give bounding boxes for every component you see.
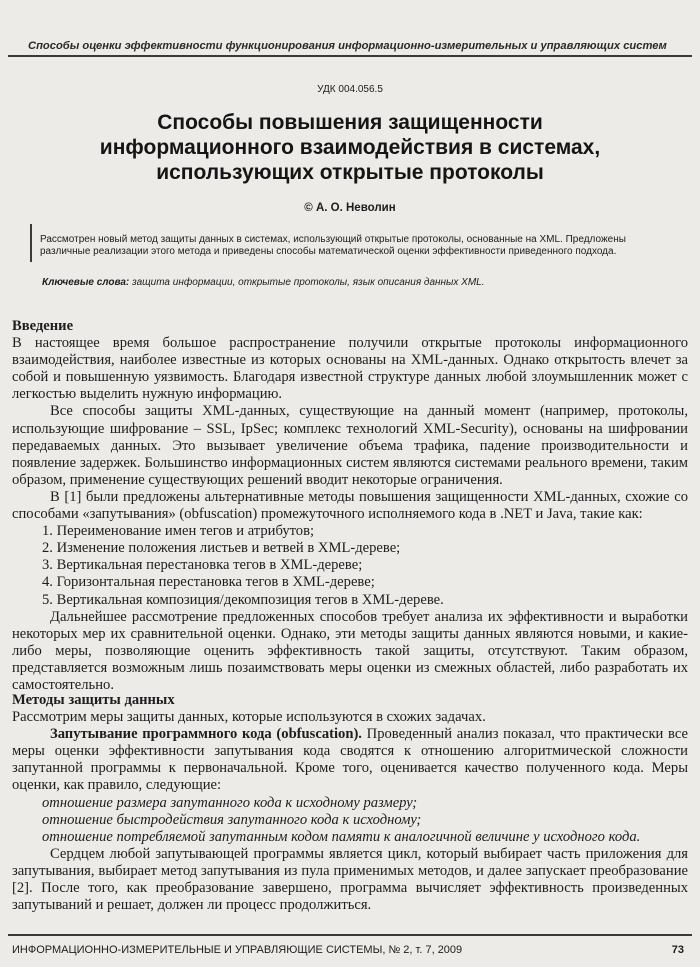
methods-heading: Методы защиты данных	[12, 692, 175, 708]
methods-paragraph-3: Сердцем любой запутывающей программы является цикл, который выбирает часть приложения для запутывания, выбирает метод запутывания из пула применимых методов, и далее запускает преобразование [2]. После того, как преобразование завершено, программа вычисляет эффективность произведенных запутываний и решает, должен ли процесс продолжиться.	[12, 845, 688, 914]
author-line: © А. О. Неволин	[304, 202, 396, 214]
abstract: Рассмотрен новый метод защиты данных в системах, использующий открытые протоколы, основанные на XML. Предложены различные реализации этого метода и приведены способы математической оценки эффективности приведенного подхода.	[30, 224, 644, 262]
metrics-list	[12, 795, 688, 846]
intro-paragraph-4: Дальнейшее рассмотрение предложенных способов требует анализа их эффективности и выработки некоторых мер их сравнительной оценки. Однако, эти методы защиты данных являются новыми, и какие-либо меры, позволяющие оценить эффективность такой защиты, отсутствуют. Таким образом, представляется возможным лишь позаимствовать меры оценки из смежных областей, либо разработать их самостоятельно.	[12, 608, 688, 693]
obfuscation-term: Запутывание программного кода (obfuscation).	[50, 726, 362, 743]
list-item: 3. Вертикальная перестановка тегов в XML-дереве;	[42, 557, 363, 574]
list-item: 5. Вертикальная композиция/декомпозиция тегов в XML-дереве.	[42, 591, 444, 608]
section-methods	[12, 692, 688, 914]
list-item: 4. Горизонтальная перестановка тегов в XML-дереве;	[42, 574, 375, 591]
journal-name: ИНФОРМАЦИОННО-ИЗМЕРИТЕЛЬНЫЕ И УПРАВЛЯЮЩИЕ СИСТЕМЫ, № 2, т. 7, 2009	[12, 944, 463, 956]
keywords-text: защита информации, открытые протоколы, язык описания данных XML.	[132, 277, 485, 288]
intro-paragraph-3: В [1] были предложены альтернативные методы повышения защищенности XML-данных, схожие со способами «запутывания» (obfuscation) промежуточного исполняемого кода в .NET и Java, такие как:	[12, 488, 688, 523]
intro-paragraph-1: В настоящее время большое распространение получили открытые протоколы информационного взаимодействия, наиболее известные из которых основаны на XML-данных. Однако открытость влечет за собой и повышенную уязвимость. Благодаря известной структуре данных любой злоумышленник может с легкостью выделить нужную информацию.	[12, 335, 688, 403]
udc-code: УДК 004.056.5	[317, 84, 383, 95]
page-footer	[8, 934, 692, 956]
methods-paragraph-1: Рассмотрим меры защиты данных, которые используются в схожих задачах.	[12, 709, 486, 726]
section-introduction	[12, 318, 688, 694]
intro-paragraph-2: Все способы защиты XML-данных, существующие на данный момент (например, протоколы, использующие шифрование – SSL, IpSec; комплекс технологий XML-Security), основаны на шифровании передаваемых данных. Это вызывает увеличение объема трафика, падение производительности и появление задержек. Большинство информационных систем являются системами реального времени, таким образом, применение существующих решений вводит некоторые ограничения.	[12, 403, 688, 488]
list-item: отношение быстродействия запутанного кода к исходному;	[42, 811, 422, 828]
page-number: 73	[671, 944, 684, 956]
list-item: 1. Переименование имен тегов и атрибутов;	[42, 523, 315, 540]
list-item: отношение потребляемой запутанным кодом памяти к аналогичной величине у исходного кода.	[42, 828, 641, 845]
methods-paragraph-2	[12, 726, 688, 794]
keywords-label: Ключевые слова:	[42, 277, 130, 288]
list-item: отношение размера запутанного кода к исходному размеру;	[42, 794, 418, 811]
keywords	[42, 277, 670, 288]
running-header: Способы оценки эффективности функционирования информационно-измерительных и управляющих систем	[8, 40, 692, 57]
intro-heading: Введение	[12, 318, 74, 334]
list-item: 2. Изменение положения листьев и ветвей в XML-дереве;	[42, 540, 401, 557]
article-title: Способы повышения защищенности информационного взаимодействия в системах, использующих открытые протоколы	[99, 111, 601, 184]
methods-list	[12, 523, 688, 608]
methods-paragraph-2-text: Проведенный анализ показал, что практически все меры оценки эффективности запутывания кода сводятся к отношению алгоритмической сложности запутанной программы к первоначальной. Кроме того, оценивается качество полученного кода. Меры оценки, как правило, следующие:	[12, 726, 688, 794]
